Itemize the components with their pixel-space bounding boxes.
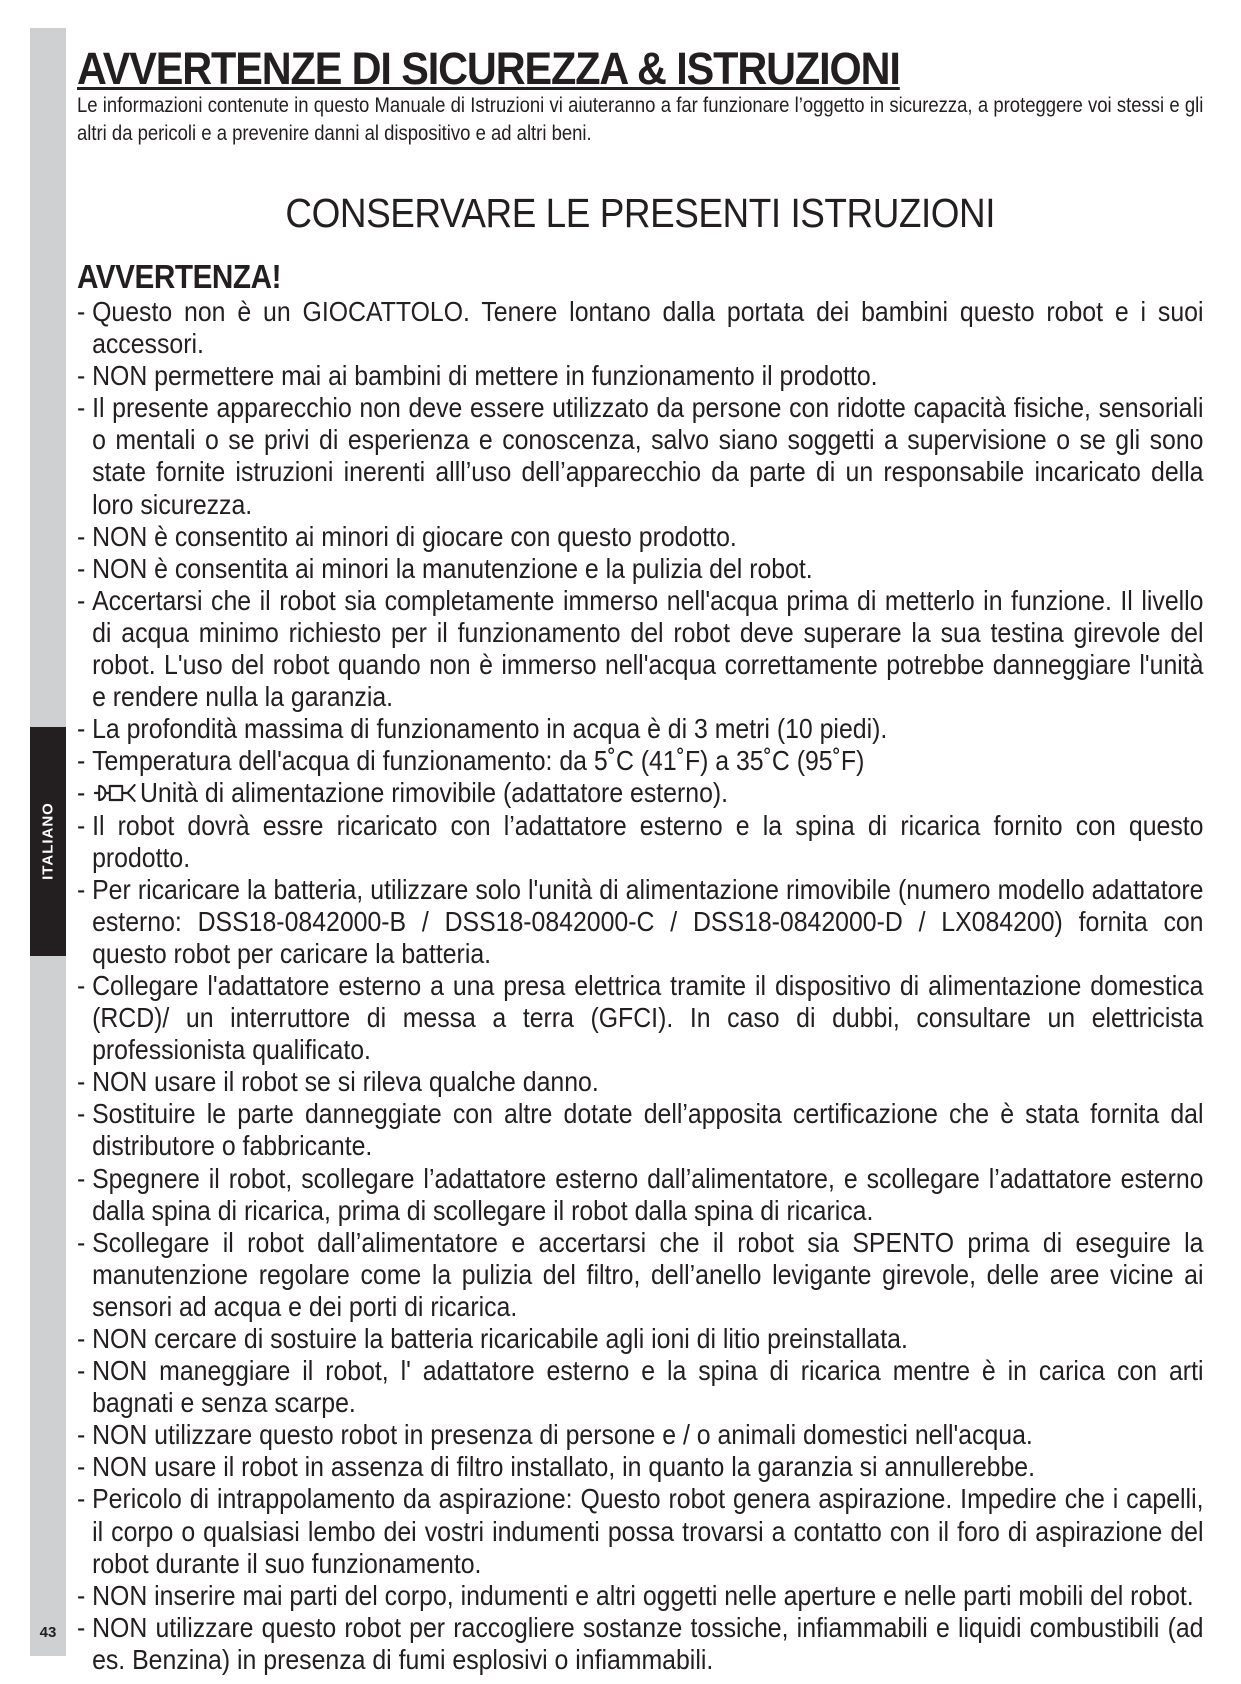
list-item: - Collegare l'adattatore esterno a una presa elettrica tramite il dispositivo di alimentazione domestica (RCD)/ un interruttore di messa a terra (GFCI). In caso di dubbi, consultare un elettricista professionista qualificato. xyxy=(77,970,1203,1066)
list-item: - Scollegare il robot dall’alimentatore e accertarsi che il robot sia SPENTO prima di eseguire la manutenzione regolare come la pulizia del filtro, dell’anello levigante girevole, delle aree vicine ai sensori ad acqua e dei porti di ricarica. xyxy=(77,1227,1203,1323)
page-title: AVVERTENZE DI SICUREZZA & ISTRUZIONI xyxy=(77,43,900,94)
intro-paragraph: Le informazioni contenute in questo Manuale di Istruzioni vi aiuteranno a far funzionare l’oggetto in sicurezza, a proteggere voi stessi e gli altri da pericoli e a prevenire danni al dispositivo e ad altri beni. xyxy=(77,94,1204,145)
list-item: - NON usare il robot in assenza di filtro installato, in quanto la garanzia si annullerebbe. xyxy=(77,1451,1203,1483)
keep-instructions-heading xyxy=(77,188,1203,238)
list-item: - Per ricaricare la batteria, utilizzare solo l'unità di alimentazione rimovibile (numero modello adattatore esterno: DSS18-0842000-B / DSS18-0842000-C / DSS18-0842000-D / LX084200) fornita con questo robot per caricare la batteria. xyxy=(77,874,1203,970)
list-item-adapter xyxy=(77,777,1203,809)
list-item: - NON utilizzare questo robot per raccogliere sostanze tossiche, infiammabili e liquidi combustibili (ad es. Benzina) in presenza di fumi esplosivi o infiammabili. xyxy=(77,1612,1203,1676)
keep-instructions-text: CONSERVARE LE PRESENTI ISTRUZIONI xyxy=(285,190,995,236)
adapter-item-text: Unità di alimentazione rimovibile (adattatore esterno). xyxy=(139,777,729,809)
list-item: - Temperatura dell'acqua di funzionamento: da 5˚C (41˚F) a 35˚C (95˚F) xyxy=(77,745,1203,777)
list-item: - Accertarsi che il robot sia completamente immerso nell'acqua prima di metterlo in funzione. Il livello di acqua minimo richiesto per il funzionamento del robot deve superare la sua testina girevole del robot. L'uso del robot quando non è immerso nell'acqua correttamente potrebbe danneggiare l'unità e rendere nulla la garanzia. xyxy=(77,585,1203,713)
page-number: 43 xyxy=(39,1624,57,1641)
list-item: - NON utilizzare questo robot in presenza di persone e / o animali domestici nell'acqua. xyxy=(77,1419,1203,1451)
list-item: - NON usare il robot se si rileva qualche danno. xyxy=(77,1066,1203,1098)
warning-title: AVVERTENZA! xyxy=(77,258,282,295)
list-item: - NON è consentito ai minori di giocare con questo prodotto. xyxy=(77,521,1203,553)
page-content xyxy=(77,43,1204,1676)
list-item: - Il presente apparecchio non deve essere utilizzato da persone con ridotte capacità fisiche, sensoriali o mentali o se privi di esperienza e conoscenza, salvo siano soggetti a supervisione o se gli sono state fornite istruzioni inerenti alll’uso dell’apparecchio da parte di un responsabile incaricato della loro sicurezza. xyxy=(77,392,1203,520)
list-item: - NON maneggiare il robot, l' adattatore esterno e la spina di ricarica mentre è in carica con arti bagnati e senza scarpe. xyxy=(77,1355,1203,1419)
list-item: - Questo non è un GIOCATTOLO. Tenere lontano dalla portata dei bambini questo robot e i suoi accessori. xyxy=(77,296,1203,360)
list-item: - Il robot dovrà essre ricaricato con l’adattatore esterno e la spina di ricarica fornito con questo prodotto. xyxy=(77,810,1203,874)
language-tab-label: ITALIANO xyxy=(39,802,57,880)
list-item: - La profondità massima di funzionamento in acqua è di 3 metri (10 piedi). xyxy=(77,713,1203,745)
list-item: - Pericolo di intrappolamento da aspirazione: Questo robot genera aspirazione. Impedire che i capelli, il corpo o qualsiasi lembo dei vostri indumenti possa trovarsi a contatto con il foro di aspirazione del robot durante il suo funzionamento. xyxy=(77,1483,1203,1579)
list-item: - Sostituire le parte danneggiate con altre dotate dell’apposita certificazione che è stata fornita dal distributore o fabbricante. xyxy=(77,1098,1203,1162)
list-item: - NON cercare di sostuire la batteria ricaricabile agli ioni di litio preinstallata. xyxy=(77,1323,1203,1355)
list-item: - Spegnere il robot, scollegare l’adattatore esterno dall’alimentatore, e scollegare l’adattatore esterno dalla spina di ricarica, prima di scollegare il robot dalla spina di ricarica. xyxy=(77,1163,1203,1227)
detachable-power-supply-icon xyxy=(94,782,137,804)
list-item: - NON è consentita ai minori la manutenzione e la pulizia del robot. xyxy=(77,553,1203,585)
list-item: - NON permettere mai ai bambini di mettere in funzionamento il prodotto. xyxy=(77,360,1203,392)
warning-list xyxy=(77,296,1203,1676)
list-item: - NON inserire mai parti del corpo, indumenti e altri oggetti nelle aperture e nelle parti mobili del robot. xyxy=(77,1580,1203,1612)
